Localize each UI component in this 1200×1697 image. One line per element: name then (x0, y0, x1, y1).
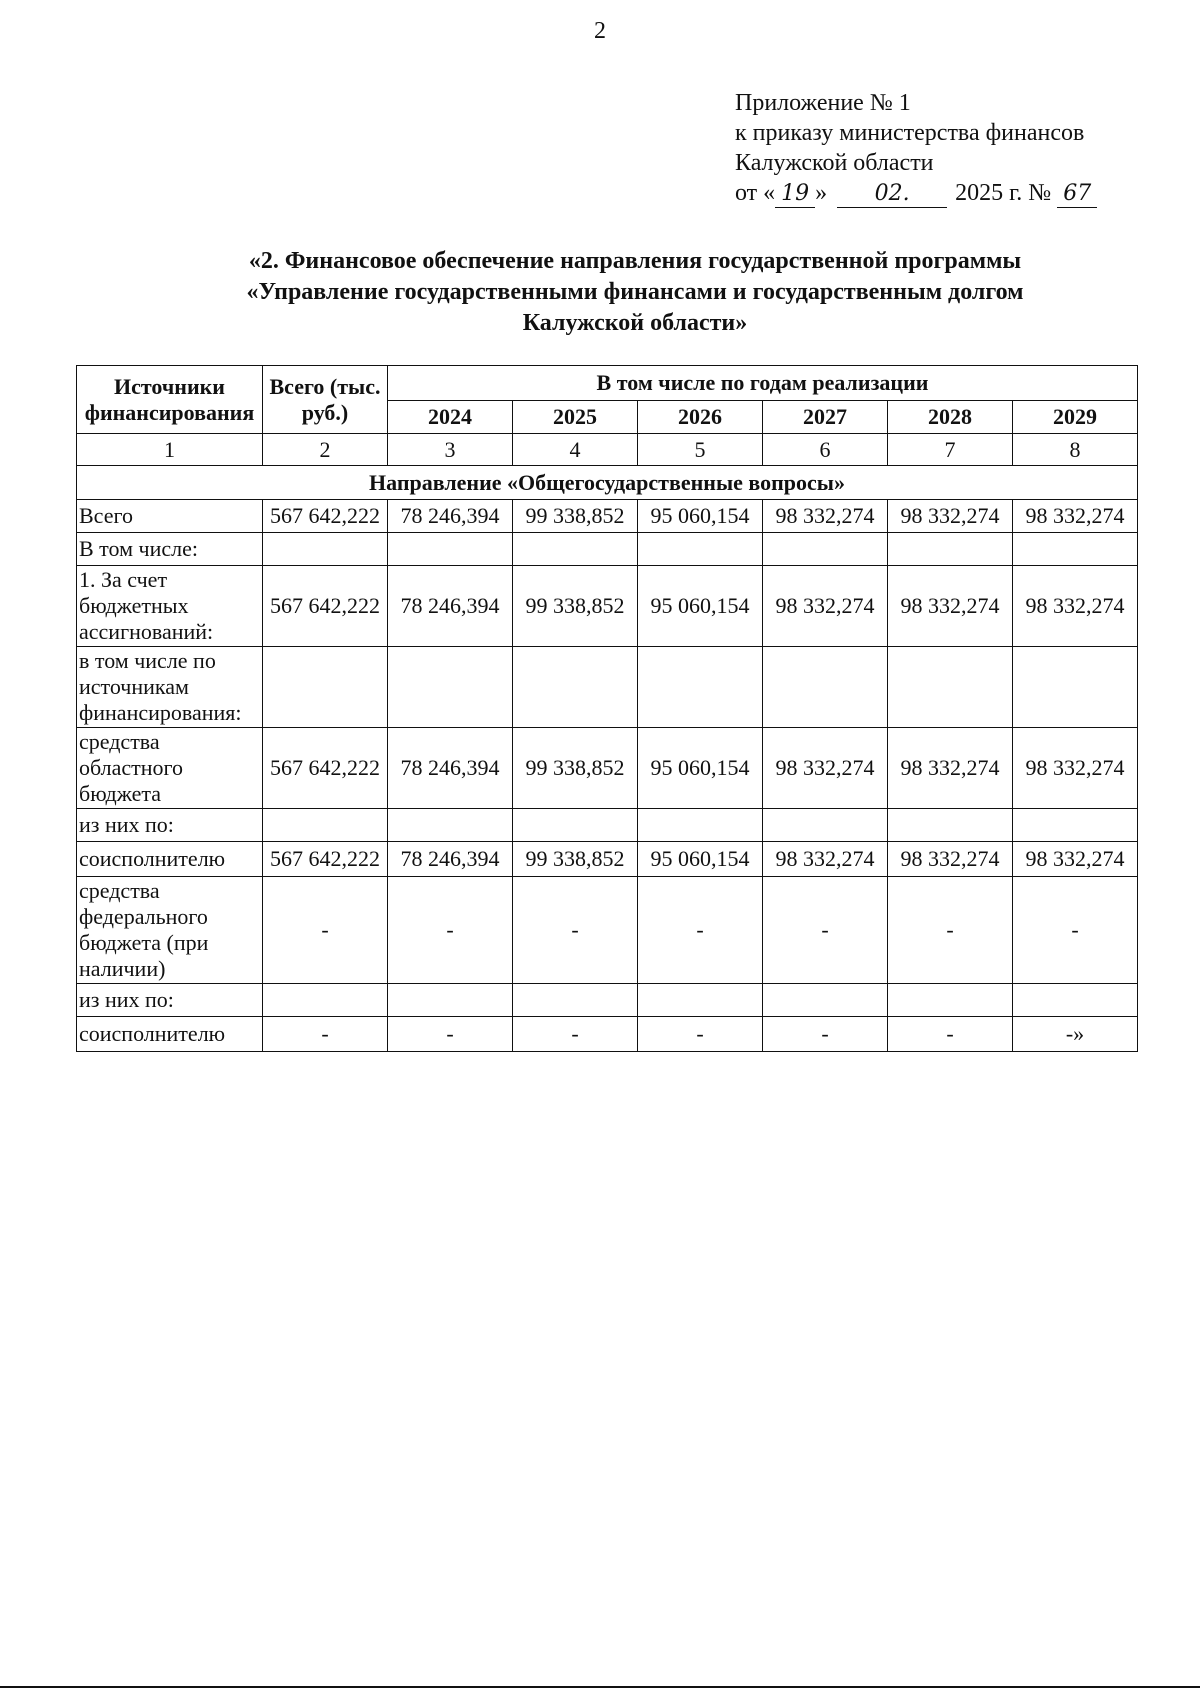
row-label: из них по: (77, 809, 263, 842)
cell-value (263, 533, 388, 566)
cell-value (263, 647, 388, 728)
cell-value (388, 647, 513, 728)
cell-value (763, 533, 888, 566)
cell-value: -» (1013, 1017, 1138, 1052)
cell-value (513, 809, 638, 842)
table-row (77, 984, 1138, 1017)
cell-value: - (638, 877, 763, 984)
title-line-2: «Управление государственными финансами и государственным долгом (246, 279, 1024, 305)
cell-value (263, 809, 388, 842)
cell-value: 99 338,852 (513, 566, 638, 647)
cell-value (1013, 647, 1138, 728)
cell-value (388, 809, 513, 842)
cell-value: 95 060,154 (638, 566, 763, 647)
cell-value (638, 533, 763, 566)
table-row (77, 1017, 1138, 1052)
cell-value (763, 809, 888, 842)
title-line-1: «2. Финансовое обеспечение направления государственной программы (248, 248, 1022, 274)
cell-value (513, 533, 638, 566)
cell-value: - (763, 1017, 888, 1052)
column-number: 3 (388, 434, 513, 466)
cell-value: 78 246,394 (388, 842, 513, 877)
cell-value (888, 647, 1013, 728)
cell-value (388, 533, 513, 566)
row-label: соисполнителю (77, 1017, 263, 1052)
cell-value (763, 647, 888, 728)
cell-value (513, 647, 638, 728)
table-row (77, 533, 1138, 566)
cell-value (638, 647, 763, 728)
cell-value: 95 060,154 (638, 728, 763, 809)
header-year: 2028 (888, 401, 1013, 434)
cell-value: 98 332,274 (763, 842, 888, 877)
table-row (77, 566, 1138, 647)
header-by-years: В том числе по годам реализации (388, 366, 1138, 401)
section-row (77, 466, 1138, 500)
cell-value: 99 338,852 (513, 842, 638, 877)
cell-value (513, 984, 638, 1017)
cell-value (763, 984, 888, 1017)
cell-value (388, 984, 513, 1017)
cell-value: 98 332,274 (888, 842, 1013, 877)
appendix-line-1: Приложение № 1 (735, 90, 911, 116)
page-number: 2 (594, 18, 606, 44)
cell-value: 98 332,274 (763, 500, 888, 533)
header-year: 2026 (638, 401, 763, 434)
cell-value: - (263, 877, 388, 984)
cell-value: 78 246,394 (388, 500, 513, 533)
date-year-text: 2025 г. № (955, 180, 1052, 206)
cell-value: 567 642,222 (263, 500, 388, 533)
handwritten-order-number: 67 (1057, 181, 1097, 208)
handwritten-month: 02. (837, 181, 947, 208)
column-number: 6 (763, 434, 888, 466)
cell-value: 98 332,274 (888, 566, 1013, 647)
cell-value: 98 332,274 (888, 500, 1013, 533)
bottom-rule (0, 1686, 1200, 1688)
cell-value: - (888, 1017, 1013, 1052)
cell-value: - (388, 1017, 513, 1052)
column-number: 4 (513, 434, 638, 466)
cell-value (1013, 533, 1138, 566)
cell-value (638, 809, 763, 842)
table-row (77, 647, 1138, 728)
row-label: средства областного бюджета (77, 728, 263, 809)
cell-value (888, 984, 1013, 1017)
cell-value: - (888, 877, 1013, 984)
header-year: 2024 (388, 401, 513, 434)
cell-value: 567 642,222 (263, 842, 388, 877)
cell-value: - (638, 1017, 763, 1052)
cell-value (1013, 809, 1138, 842)
cell-value: - (1013, 877, 1138, 984)
cell-value: - (388, 877, 513, 984)
cell-value: 98 332,274 (1013, 500, 1138, 533)
row-label: средства федерального бюджета (при наличии) (77, 877, 263, 984)
cell-value: 98 332,274 (1013, 842, 1138, 877)
table-row (77, 500, 1138, 533)
cell-value: 98 332,274 (1013, 566, 1138, 647)
cell-value: 95 060,154 (638, 500, 763, 533)
header-sources: Источники финансирования (77, 366, 263, 434)
appendix-date-line (735, 178, 1097, 208)
financing-table (76, 365, 1138, 1052)
cell-value (638, 984, 763, 1017)
cell-value: - (513, 877, 638, 984)
appendix-line-3: Калужской области (735, 150, 934, 176)
header-year: 2027 (763, 401, 888, 434)
header-total: Всего (тыс. руб.) (263, 366, 388, 434)
header-year: 2029 (1013, 401, 1138, 434)
column-number: 2 (263, 434, 388, 466)
row-label: В том числе: (77, 533, 263, 566)
cell-value: - (763, 877, 888, 984)
cell-value: 98 332,274 (1013, 728, 1138, 809)
table-row (77, 842, 1138, 877)
cell-value: 78 246,394 (388, 566, 513, 647)
row-label: Всего (77, 500, 263, 533)
cell-value (888, 533, 1013, 566)
cell-value (263, 984, 388, 1017)
row-label: 1. За счет бюджетных ассигнований: (77, 566, 263, 647)
table-row (77, 728, 1138, 809)
handwritten-day: 19 (775, 181, 815, 208)
cell-value: 78 246,394 (388, 728, 513, 809)
cell-value (888, 809, 1013, 842)
header-year: 2025 (513, 401, 638, 434)
column-number: 5 (638, 434, 763, 466)
row-label: соисполнителю (77, 842, 263, 877)
cell-value: 99 338,852 (513, 500, 638, 533)
cell-value: - (513, 1017, 638, 1052)
column-number: 1 (77, 434, 263, 466)
appendix-line-2: к приказу министерства финансов (735, 120, 1085, 146)
column-number-row (77, 434, 1138, 466)
cell-value: 99 338,852 (513, 728, 638, 809)
document-title (0, 246, 1200, 339)
table-row (77, 809, 1138, 842)
cell-value: 567 642,222 (263, 566, 388, 647)
row-label: из них по: (77, 984, 263, 1017)
row-label: в том числе по источникам финансирования: (77, 647, 263, 728)
appendix-block (735, 88, 1097, 208)
cell-value (1013, 984, 1138, 1017)
section-title: Направление «Общегосударственные вопросы» (77, 466, 1138, 500)
cell-value: 95 060,154 (638, 842, 763, 877)
table-row (77, 877, 1138, 984)
cell-value: 98 332,274 (888, 728, 1013, 809)
column-number: 7 (888, 434, 1013, 466)
title-line-3: Калужской области» (522, 310, 748, 336)
date-day-close: » (815, 180, 828, 206)
cell-value: 98 332,274 (763, 566, 888, 647)
cell-value: 98 332,274 (763, 728, 888, 809)
date-prefix: от « (735, 180, 776, 206)
cell-value: 567 642,222 (263, 728, 388, 809)
cell-value: - (263, 1017, 388, 1052)
column-number: 8 (1013, 434, 1138, 466)
